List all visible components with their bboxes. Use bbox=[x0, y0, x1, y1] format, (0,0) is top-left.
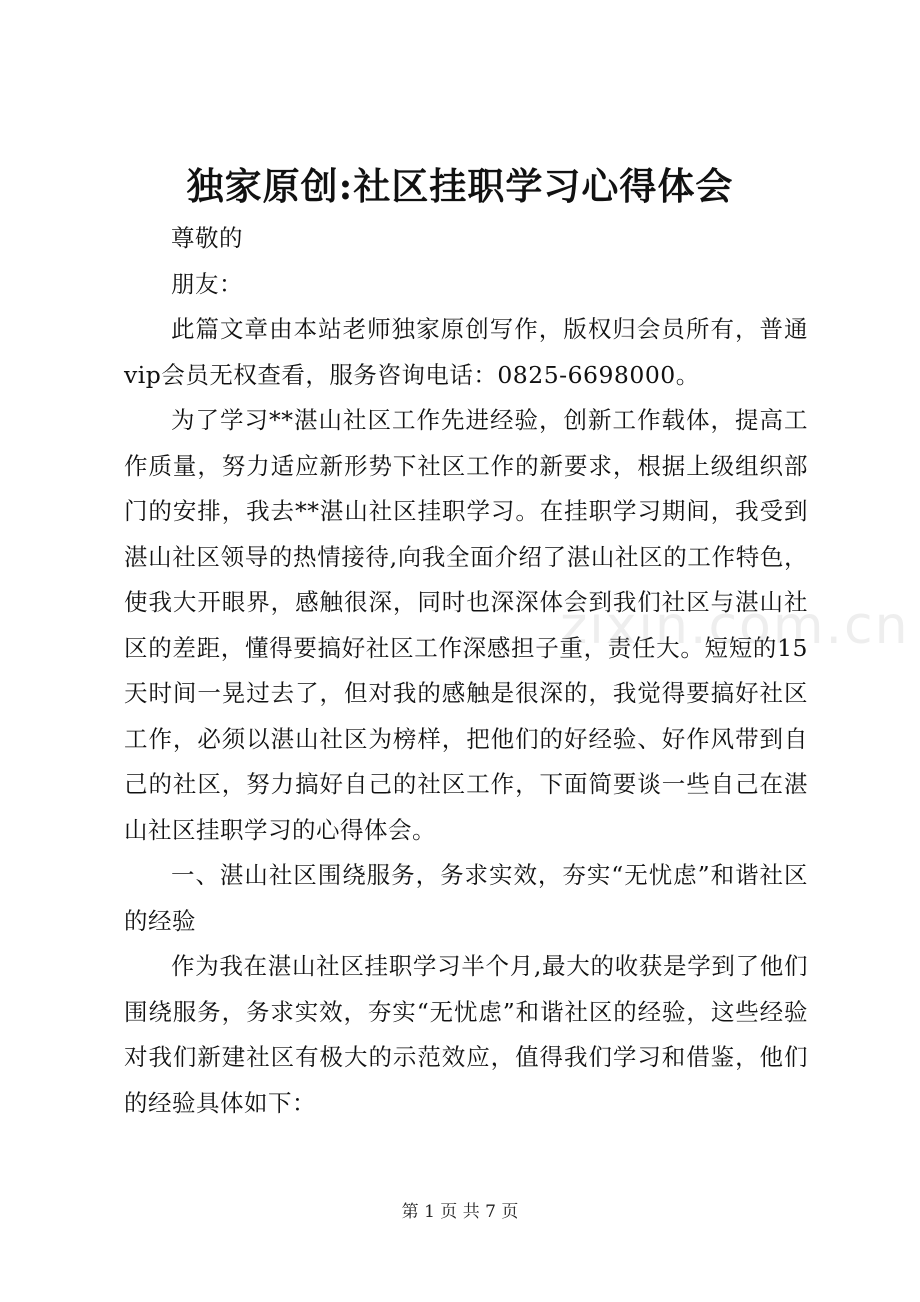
copyright-notice: 此篇文章由本站老师独家原创写作，版权归会员所有，普通vip会员无权查看，服务咨询电话：0825-6698000。 bbox=[124, 315, 808, 389]
section-heading-1: 一、湛山社区围绕服务，务求实效，夯实“无忧虑”和谐社区的经验 bbox=[124, 861, 808, 935]
salutation-line-2: 朋友： bbox=[171, 269, 243, 298]
intro-paragraph: 为了学习**湛山社区工作先进经验，创新工作载体，提高工作质量，努力适应新形势下社区工作的新要求，根据上级组织部门的安排，我去**湛山社区挂职学习。在挂职学习期间，我受到湛山社区领导的热情接待,向我全面介绍了湛山社区的工作特色，使我大开眼界，感触很深，同时也深深体会到我们社区与湛山社区的差距，懂得要搞好社区工作深感担子重，责任大。短短的15天时间一晃过去了，但对我的感触是很深的，我觉得要搞好社区工作，必须以湛山社区为榜样，把他们的好经验、好作风带到自己的社区，努力搞好自己的社区工作，下面简要谈一些自己在湛山社区挂职学习的心得体会。 bbox=[124, 406, 808, 844]
page-footer: 第 1 页 共 7 页 bbox=[401, 1202, 519, 1222]
section-paragraph-1: 作为我在湛山社区挂职学习半个月,最大的收获是学到了他们围绕服务，务求实效，夯实“无忧虑”和谐社区的经验，这些经验对我们新建社区有极大的示范效应，值得我们学习和借鉴，他们的经验具体如下： bbox=[124, 952, 808, 1117]
watermark: zixin.com.cn bbox=[560, 596, 910, 656]
document-body bbox=[124, 216, 808, 1126]
salutation-line-1: 尊敬的 bbox=[171, 224, 243, 252]
document-title: 独家原创:社区挂职学习心得体会 bbox=[186, 164, 734, 208]
